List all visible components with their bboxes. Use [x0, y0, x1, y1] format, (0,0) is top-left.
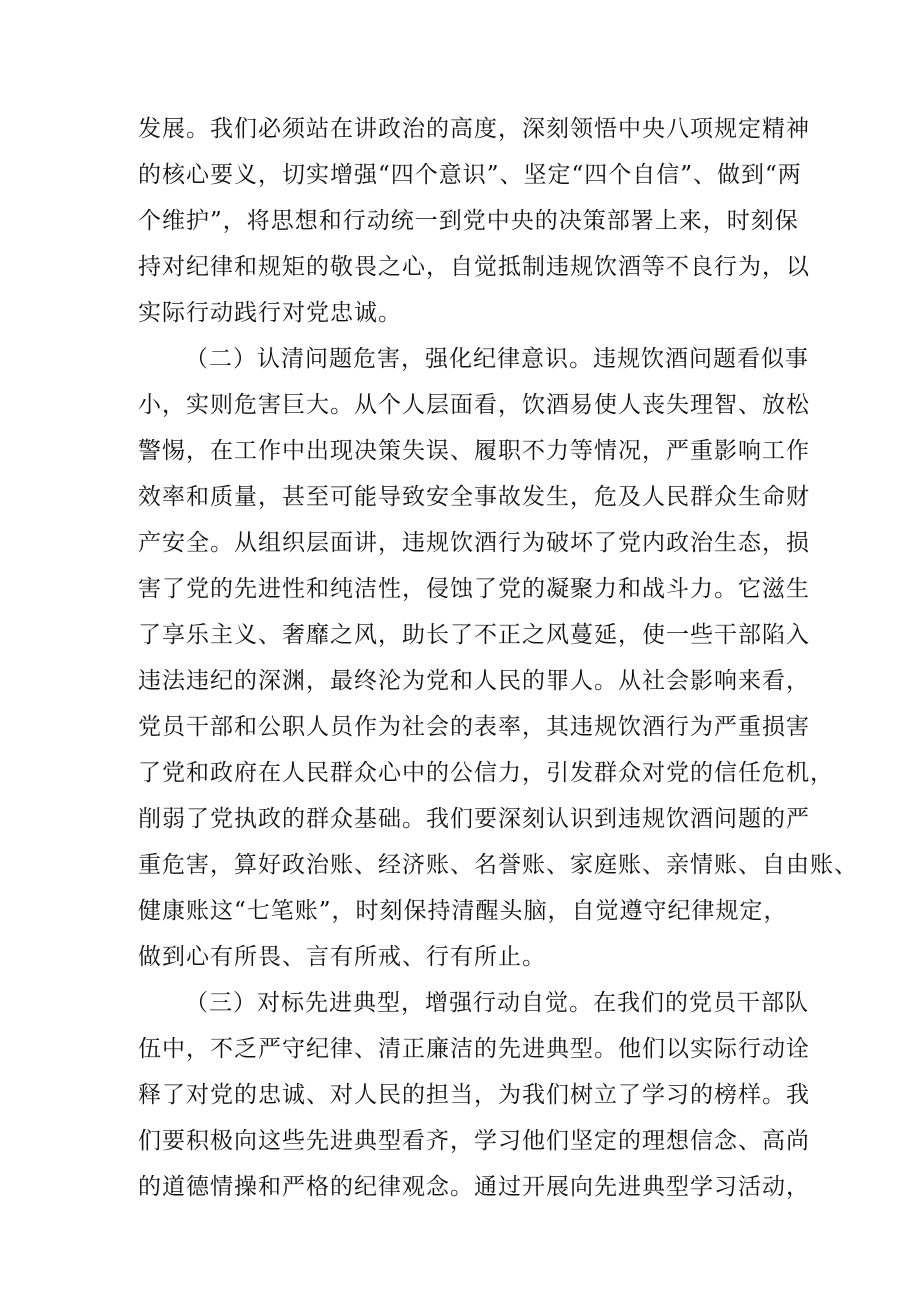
- paragraph-heading-3: （三）对标先进典型，增强行动自觉。在我们的党员干部队: [185, 990, 809, 1016]
- text-line: 们要积极向这些先进典型看齐，学习他们坚定的理想信念、高尚: [138, 1128, 810, 1154]
- text-line: 违法违纪的深渊，最终沦为党和人民的罪人。从社会影响来看，: [138, 668, 810, 694]
- text-line: 健康账这“七笔账”，时刻保持清醒头脑，自觉遵守纪律规定，: [138, 898, 788, 924]
- text-line: 实际行动践行对党忠诚。: [138, 300, 402, 326]
- paragraph-heading-2: （二）认清问题危害，强化纪律意识。违规饮酒问题看似事: [185, 346, 809, 372]
- text-line: 伍中，不乏严守纪律、清正廉洁的先进典型。他们以实际行动诠: [138, 1036, 810, 1062]
- text-line: 做到心有所畏、言有所戒、行有所止。: [138, 944, 546, 970]
- text-line: 的核心要义，切实增强“四个意识”、坚定“四个自信”、做到“两: [138, 162, 802, 188]
- text-line: 害了党的先进性和纯洁性，侵蚀了党的凝聚力和战斗力。它滋生: [138, 576, 810, 602]
- text-line: 效率和质量，甚至可能导致安全事故发生，危及人民群众生命财: [138, 484, 810, 510]
- text-line: 重危害，算好政治账、经济账、名誉账、家庭账、亲情账、自由账、: [138, 852, 858, 878]
- text-line: 个维护”，将思想和行动统一到党中央的决策部署上来，时刻保: [138, 208, 799, 234]
- text-line: 警惕，在工作中出现决策失误、履职不力等情况，严重影响工作: [138, 438, 810, 464]
- text-line: 持对纪律和规矩的敬畏之心，自觉抵制违规饮酒等不良行为，以: [138, 254, 810, 280]
- text-line: 削弱了党执政的群众基础。我们要深刻认识到违规饮酒问题的严: [138, 806, 810, 832]
- text-line: 小，实则危害巨大。从个人层面看，饮酒易使人丧失理智、放松: [138, 392, 810, 418]
- text-line: 了享乐主义、奢靡之风，助长了不正之风蔓延，使一些干部陷入: [138, 622, 810, 648]
- text-line: 发展。我们必须站在讲政治的高度，深刻领悟中央八项规定精神: [138, 116, 810, 142]
- text-line: 释了对党的忠诚、对人民的担当，为我们树立了学习的榜样。我: [138, 1082, 810, 1108]
- text-line: 了党和政府在人民群众心中的公信力，引发群众对党的信任危机，: [138, 760, 834, 786]
- text-line: 党员干部和公职人员作为社会的表率，其违规饮酒行为严重损害: [138, 714, 810, 740]
- text-line: 产安全。从组织层面讲，违规饮酒行为破坏了党内政治生态，损: [138, 530, 810, 556]
- text-line: 的道德情操和严格的纪律观念。通过开展向先进典型学习活动，: [138, 1174, 810, 1200]
